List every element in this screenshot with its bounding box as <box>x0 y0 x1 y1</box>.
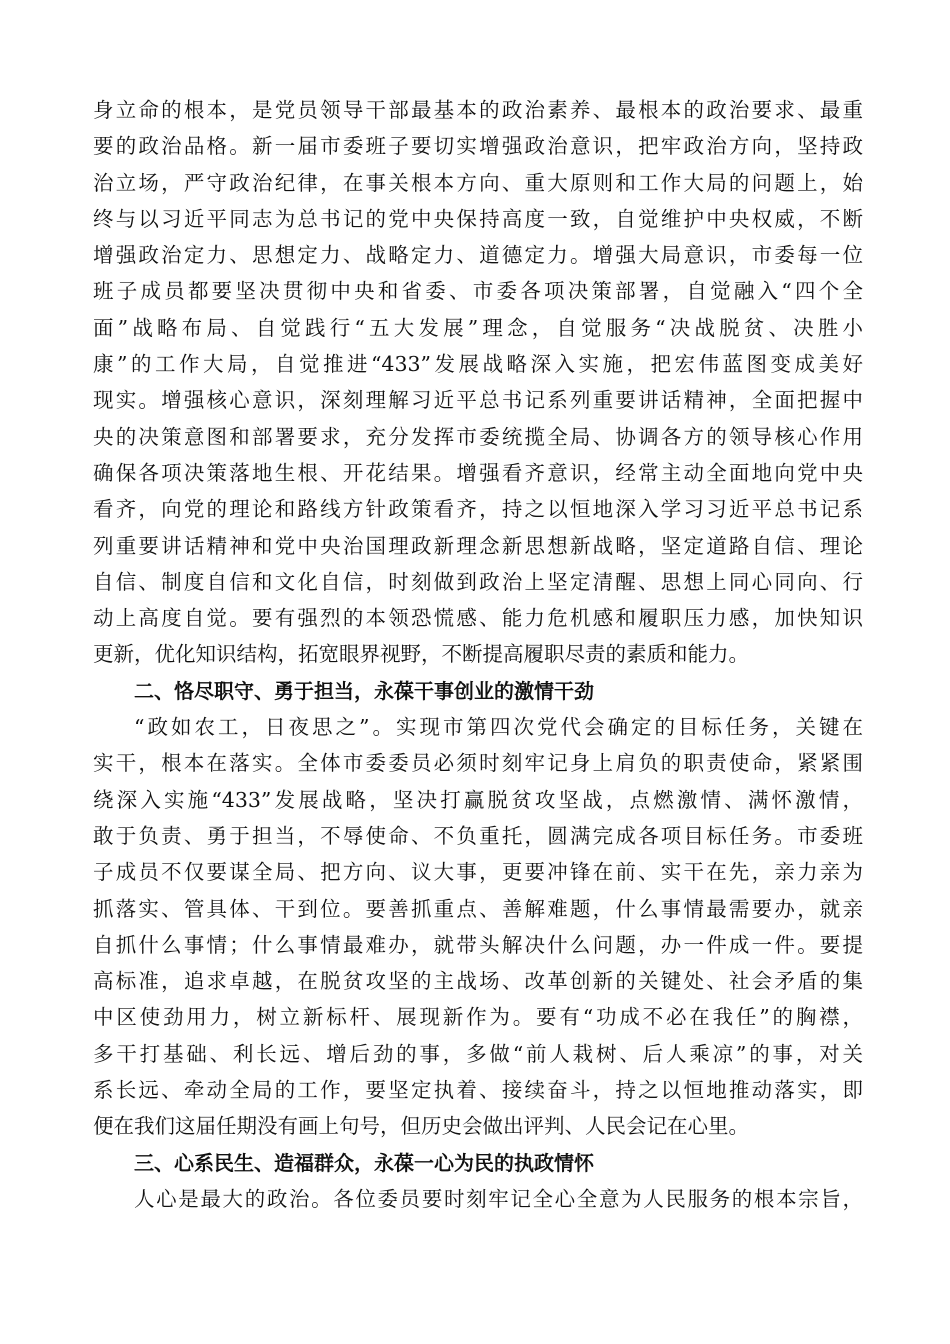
text-line: 抓落实、管具体、干到位。要善抓重点、善解难题，什么事情最需要办，就亲 <box>93 896 863 921</box>
text-line: 确保各项决策落地生根、开花结果。增强看齐意识，经常主动全面地向党中央 <box>93 460 863 485</box>
text-line: 班子成员都要坚决贯彻中央和省委、市委各项决策部署，自觉融入“四个全 <box>93 279 863 304</box>
text-line: 人心是最大的政治。各位委员要时刻牢记全心全意为人民服务的根本宗旨， <box>134 1186 863 1211</box>
text-line: 便在我们这届任期没有画上句号，但历史会做出评判、人民会记在心里。 <box>93 1114 749 1139</box>
text-line: 自抓什么事情；什么事情最难办，就带头解决什么问题，办一件成一件。要提 <box>93 932 863 957</box>
document-page <box>93 92 863 1217</box>
paragraph-2 <box>93 709 863 1145</box>
text-line: 动上高度自觉。要有强烈的本领恐慌感、能力危机感和履职压力感，加快知识 <box>93 606 863 631</box>
text-line: 更新，优化知识结构，拓宽眼界视野，不断提高履职尽责的素质和能力。 <box>93 642 749 667</box>
text-line: 自信、制度自信和文化自信，时刻做到政治上坚定清醒、思想上同心同向、行 <box>93 569 863 594</box>
text-line: 面”战略布局、自觉践行“五大发展”理念，自觉服务“决战脱贫、决胜小 <box>93 315 863 340</box>
text-line: 要的政治品格。新一届市委班子要切实增强政治意识，把牢政治方向，坚持政 <box>93 134 863 159</box>
text-line: 多干打基础、利长远、增后劲的事，多做“前人栽树、后人乘凉”的事，对关 <box>93 1041 863 1066</box>
text-line: 实干，根本在落实。全体市委委员必须时刻牢记身上肩负的职责使命，紧紧围 <box>93 751 863 776</box>
text-line: 子成员不仅要谋全局、把方向、议大事，更要冲锋在前、实干在先，亲力亲为 <box>93 860 863 885</box>
paragraph-3 <box>93 1181 863 1217</box>
text-line: 中区使劲用力，树立新标杆、展现新作为。要有“功成不必在我任”的胸襟， <box>93 1005 863 1030</box>
text-line: 看齐，向党的理论和路线方针政策看齐，持之以恒地深入学习习近平总书记系 <box>93 497 863 522</box>
text-line: 央的决策意图和部署要求，充分发挥市委统揽全局、协调各方的领导核心作用 <box>93 424 863 449</box>
section-heading-2: 二、恪尽职守、勇于担当，永葆干事创业的激情干劲 <box>134 678 594 703</box>
text-line: 治立场，严守政治纪律，在事关根本方向、重大原则和工作大局的问题上，始 <box>93 170 863 195</box>
text-line: 身立命的根本，是党员领导干部最基本的政治素养、最根本的政治要求、最重 <box>93 98 863 122</box>
text-line: 终与以习近平同志为总书记的党中央保持高度一致，自觉维护中央权威，不断 <box>93 206 863 231</box>
text-line: 敢于负责、勇于担当，不辱使命、不负重托，圆满完成各项目标任务。市委班 <box>93 823 863 848</box>
text-line: 康”的工作大局，自觉推进“433”发展战略深入实施，把宏伟蓝图变成美好 <box>93 352 863 377</box>
text-line: 系长远、牵动全局的工作，要坚定执着、接续奋斗，持之以恒地推动落实，即 <box>93 1078 863 1103</box>
text-line: 高标准，追求卓越，在脱贫攻坚的主战场、改革创新的关键处、社会矛盾的集 <box>93 969 863 994</box>
paragraph-1 <box>93 92 863 673</box>
text-line: 列重要讲话精神和党中央治国理政新理念新思想新战略，坚定道路自信、理论 <box>93 533 863 558</box>
text-line: “政如农工，日夜思之”。实现市第四次党代会确定的目标任务，关键在 <box>134 715 863 740</box>
text-line: 现实。增强核心意识，深刻理解习近平总书记系列重要讲话精神，全面把握中 <box>93 388 863 413</box>
text-line: 增强政治定力、思想定力、战略定力、道德定力。增强大局意识，市委每一位 <box>93 243 863 268</box>
text-line: 绕深入实施“433”发展战略，坚决打赢脱贫攻坚战，点燃激情、满怀激情， <box>93 787 863 812</box>
section-heading-3: 三、心系民生、造福群众，永葆一心为民的执政情怀 <box>134 1150 594 1175</box>
